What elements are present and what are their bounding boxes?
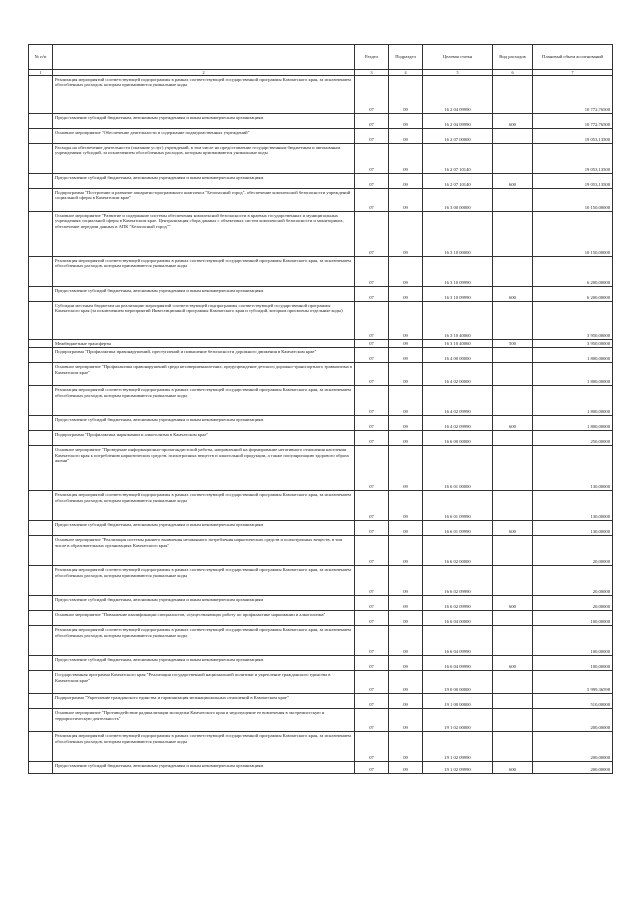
row-section-cell: 07 xyxy=(355,709,389,732)
row-article-cell: 16 2 07 10140 xyxy=(423,174,493,189)
table-row xyxy=(29,709,613,732)
row-expense-type-cell xyxy=(493,76,533,114)
row-section-cell: 07 xyxy=(355,302,389,340)
row-expense-type-cell xyxy=(493,566,533,596)
row-article-cell: 16 6 01 09990 xyxy=(423,521,493,536)
header-article: Целевая статья xyxy=(423,45,493,70)
row-section-cell: 07 xyxy=(355,656,389,671)
row-article-cell: 16 2 04 09990 xyxy=(423,76,493,114)
budget-table-page xyxy=(28,44,612,774)
row-subsection-cell: 09 xyxy=(389,536,423,566)
row-article-cell: 19 1 02 09990 xyxy=(423,732,493,762)
row-expense-type-cell xyxy=(493,144,533,174)
table-row xyxy=(29,596,613,611)
row-subsection-cell: 09 xyxy=(389,174,423,189)
row-name-cell: Реализация мероприятий соответствующей подпрограммы в рамках соответствующей государственной программы Камчатского края, за исключением обособленных расходов, которым присваиваются уникальные коды xyxy=(53,566,355,596)
table-row xyxy=(29,446,613,491)
row-subsection-cell: 09 xyxy=(389,114,423,129)
row-subsection-cell: 09 xyxy=(389,491,423,521)
row-section-cell: 07 xyxy=(355,144,389,174)
row-subsection-cell: 09 xyxy=(389,566,423,596)
col-number: 1 xyxy=(29,70,53,76)
row-subsection-cell: 09 xyxy=(389,363,423,386)
row-expense-type-cell xyxy=(493,611,533,626)
row-subsection-cell: 09 xyxy=(389,129,423,144)
row-amount-cell: 3 950,00000 xyxy=(533,340,613,348)
row-num-cell xyxy=(29,144,53,174)
col-number: 4 xyxy=(389,70,423,76)
row-subsection-cell: 09 xyxy=(389,446,423,491)
row-expense-type-cell xyxy=(493,212,533,257)
row-subsection-cell: 09 xyxy=(389,709,423,732)
row-amount-cell: 510,00000 xyxy=(533,694,613,709)
row-subsection-cell: 09 xyxy=(389,762,423,774)
row-subsection-cell: 09 xyxy=(389,431,423,446)
row-expense-type-cell xyxy=(493,431,533,446)
row-expense-type-cell xyxy=(493,709,533,732)
table-row xyxy=(29,416,613,431)
row-amount-cell: 6 200,00000 xyxy=(533,287,613,302)
table-row xyxy=(29,491,613,521)
row-num-cell xyxy=(29,416,53,431)
row-section-cell: 07 xyxy=(355,363,389,386)
row-subsection-cell: 09 xyxy=(389,521,423,536)
row-name-cell: Предоставление субсидий бюджетным, автономным учреждениям и иным некоммерческим организациям xyxy=(53,114,355,129)
row-amount-cell: 19 053,13500 xyxy=(533,129,613,144)
row-expense-type-cell: 600 xyxy=(493,174,533,189)
row-name-cell: Предоставление субсидий бюджетным, автономным учреждениям и иным некоммерческим организациям xyxy=(53,762,355,774)
row-subsection-cell: 09 xyxy=(389,287,423,302)
row-num-cell xyxy=(29,189,53,212)
row-section-cell: 07 xyxy=(355,212,389,257)
header-section: Раздел xyxy=(355,45,389,70)
row-expense-type-cell xyxy=(493,536,533,566)
row-num-cell xyxy=(29,287,53,302)
row-name-cell: Субсидии местным бюджетам на реализацию мероприятий соответствующей подпрограммы соответствующей государственной программы Камчатского края (за исключением мероприятий Инвестиционной программы Камчатского края и субсидий, которым присвоены отдельные коды) xyxy=(53,302,355,340)
row-num-cell xyxy=(29,363,53,386)
row-article-cell: 19 0 00 00000 xyxy=(423,671,493,694)
row-amount-cell: 1 800,00000 xyxy=(533,416,613,431)
row-amount-cell: 20,00000 xyxy=(533,566,613,596)
row-article-cell: 16 6 04 09990 xyxy=(423,626,493,656)
row-num-cell xyxy=(29,521,53,536)
row-article-cell: 16 2 07 00000 xyxy=(423,129,493,144)
row-amount-cell: 6 200,00000 xyxy=(533,257,613,287)
row-num-cell xyxy=(29,709,53,732)
row-expense-type-cell: 600 xyxy=(493,762,533,774)
row-article-cell: 16 6 02 00000 xyxy=(423,536,493,566)
row-name-cell: Подпрограмма "Построение и развитие аппаратно-программного комплекса "Безопасный город", обеспечение комплексной безопасности учреждений социальной сферы в Камчатском крае" xyxy=(53,189,355,212)
row-amount-cell: 19 053,13500 xyxy=(533,144,613,174)
row-amount-cell: 10 772,76500 xyxy=(533,76,613,114)
row-name-cell: Реализация мероприятий соответствующей подпрограммы в рамках соответствующей государственной программы Камчатского края, за исключением обособленных расходов, которым присваиваются уникальные коды xyxy=(53,386,355,416)
row-expense-type-cell: 600 xyxy=(493,287,533,302)
row-section-cell: 07 xyxy=(355,114,389,129)
row-section-cell: 07 xyxy=(355,431,389,446)
col-number: 7 xyxy=(533,70,613,76)
row-section-cell: 07 xyxy=(355,536,389,566)
row-num-cell xyxy=(29,257,53,287)
row-subsection-cell: 09 xyxy=(389,348,423,363)
row-subsection-cell: 09 xyxy=(389,302,423,340)
row-article-cell: 16 3 10 09990 xyxy=(423,287,493,302)
row-expense-type-cell xyxy=(493,694,533,709)
row-num-cell xyxy=(29,129,53,144)
header-amount: Плановый объем ассигнований xyxy=(533,45,613,70)
table-row xyxy=(29,287,613,302)
row-subsection-cell: 09 xyxy=(389,626,423,656)
row-amount-cell: 1 800,00000 xyxy=(533,386,613,416)
row-section-cell: 07 xyxy=(355,446,389,491)
row-section-cell: 07 xyxy=(355,287,389,302)
row-num-cell xyxy=(29,762,53,774)
row-name-cell: Государственная программа Камчатского края "Реализация государственной национальной политики и укрепление гражданского единства в Камчатском крае" xyxy=(53,671,355,694)
row-num-cell xyxy=(29,491,53,521)
table-row xyxy=(29,762,613,774)
row-expense-type-cell xyxy=(493,189,533,212)
row-amount-cell: 10 150,00000 xyxy=(533,212,613,257)
row-amount-cell: 20,00000 xyxy=(533,596,613,611)
row-num-cell xyxy=(29,732,53,762)
row-section-cell: 07 xyxy=(355,566,389,596)
row-amount-cell: 100,00000 xyxy=(533,611,613,626)
row-subsection-cell: 09 xyxy=(389,732,423,762)
row-article-cell: 16 3 10 00000 xyxy=(423,212,493,257)
row-num-cell xyxy=(29,340,53,348)
row-expense-type-cell: 600 xyxy=(493,416,533,431)
row-section-cell: 07 xyxy=(355,257,389,287)
row-amount-cell: 130,00000 xyxy=(533,491,613,521)
table-row xyxy=(29,694,613,709)
row-expense-type-cell xyxy=(493,491,533,521)
header-subsection: Подраздел xyxy=(389,45,423,70)
row-expense-type-cell xyxy=(493,671,533,694)
table-row xyxy=(29,129,613,144)
row-name-cell: Предоставление субсидий бюджетным, автономным учреждениям и иным некоммерческим организациям xyxy=(53,596,355,611)
row-num-cell xyxy=(29,656,53,671)
table-row xyxy=(29,386,613,416)
row-num-cell xyxy=(29,596,53,611)
table-row xyxy=(29,257,613,287)
row-section-cell: 07 xyxy=(355,521,389,536)
row-subsection-cell: 09 xyxy=(389,611,423,626)
row-article-cell: 16 2 04 09990 xyxy=(423,114,493,129)
row-subsection-cell: 09 xyxy=(389,76,423,114)
table-header-row xyxy=(29,45,613,70)
table-row xyxy=(29,144,613,174)
row-name-cell: Предоставление субсидий бюджетным, автономным учреждениям и иным некоммерческим организациям xyxy=(53,416,355,431)
row-section-cell: 07 xyxy=(355,694,389,709)
row-num-cell xyxy=(29,431,53,446)
row-section-cell: 07 xyxy=(355,491,389,521)
row-section-cell: 07 xyxy=(355,671,389,694)
row-section-cell: 07 xyxy=(355,129,389,144)
table-row xyxy=(29,189,613,212)
row-amount-cell: 1 800,00000 xyxy=(533,348,613,363)
table-row xyxy=(29,671,613,694)
table-row xyxy=(29,302,613,340)
row-num-cell xyxy=(29,76,53,114)
row-amount-cell: 1 800,00000 xyxy=(533,363,613,386)
table-row xyxy=(29,566,613,596)
row-name-cell: Основное мероприятие "Проведение информационно-пропагандистской работы, направленной на формирование негативного отношения населения Камчатского края к потреблению наркотических средств, психотропных веществ и алкогольной продукции, а также популяризацию здорового образа жизни" xyxy=(53,446,355,491)
row-amount-cell: 250,00000 xyxy=(533,431,613,446)
table-row xyxy=(29,611,613,626)
row-num-cell xyxy=(29,114,53,129)
header-expense-type: Вид расходов xyxy=(493,45,533,70)
row-name-cell: Подпрограмма "Укрепление гражданского единства и гармонизация межнациональных отношений в Камчатском крае" xyxy=(53,694,355,709)
row-amount-cell: 130,00000 xyxy=(533,446,613,491)
row-article-cell: 16 6 04 09990 xyxy=(423,656,493,671)
row-name-cell: Расходы на обеспечение деятельности (оказание услуг) учреждений, в том числе на предоставление государственным бюджетным и автономным учреждениям субсидий, за исключением обособленных расходов, которым присваиваются уникальные коды xyxy=(53,144,355,174)
table-row xyxy=(29,348,613,363)
table-row xyxy=(29,656,613,671)
row-expense-type-cell xyxy=(493,363,533,386)
row-subsection-cell: 09 xyxy=(389,340,423,348)
row-num-cell xyxy=(29,174,53,189)
row-article-cell: 16 6 00 00000 xyxy=(423,431,493,446)
row-article-cell: 16 6 02 09990 xyxy=(423,566,493,596)
row-section-cell: 07 xyxy=(355,76,389,114)
row-section-cell: 07 xyxy=(355,626,389,656)
row-name-cell: Реализация мероприятий соответствующей подпрограммы в рамках соответствующей государственной программы Камчатского края, за исключением обособленных расходов, которым присваиваются уникальные коды xyxy=(53,732,355,762)
table-row xyxy=(29,340,613,348)
table-row xyxy=(29,521,613,536)
row-expense-type-cell: 600 xyxy=(493,656,533,671)
table-row xyxy=(29,536,613,566)
row-amount-cell: 130,00000 xyxy=(533,521,613,536)
row-expense-type-cell xyxy=(493,348,533,363)
row-name-cell: Межбюджетные трансферты xyxy=(53,340,355,348)
row-article-cell: 16 3 10 09990 xyxy=(423,257,493,287)
row-amount-cell: 10 150,00000 xyxy=(533,189,613,212)
row-subsection-cell: 09 xyxy=(389,386,423,416)
table-row xyxy=(29,626,613,656)
row-name-cell: Основное мероприятие "Повышение квалификации специалистов, осуществляющих работу по профилактике наркомании и алкоголизма" xyxy=(53,611,355,626)
row-article-cell: 16 4 00 00000 xyxy=(423,348,493,363)
row-section-cell: 07 xyxy=(355,611,389,626)
row-name-cell: Основное мероприятие "Реализация системы раннего выявления незаконного потребления наркотических средств и психотропных веществ, в том числе в образовательных организациях Камчатского края" xyxy=(53,536,355,566)
row-expense-type-cell xyxy=(493,386,533,416)
row-amount-cell: 19 053,13500 xyxy=(533,174,613,189)
row-expense-type-cell xyxy=(493,302,533,340)
row-num-cell xyxy=(29,212,53,257)
row-expense-type-cell: 600 xyxy=(493,596,533,611)
row-name-cell: Предоставление субсидий бюджетным, автономным учреждениям и иным некоммерческим организациям xyxy=(53,287,355,302)
row-num-cell xyxy=(29,671,53,694)
row-article-cell: 16 3 10 40060 xyxy=(423,302,493,340)
row-amount-cell: 200,00000 xyxy=(533,709,613,732)
row-name-cell: Подпрограмма "Профилактика правонарушений, преступлений и повышение безопасности дорожного движения в Камчатском крае" xyxy=(53,348,355,363)
row-expense-type-cell xyxy=(493,732,533,762)
row-amount-cell: 200,00000 xyxy=(533,762,613,774)
row-section-cell: 07 xyxy=(355,762,389,774)
row-expense-type-cell: 600 xyxy=(493,114,533,129)
table-row xyxy=(29,431,613,446)
table-row xyxy=(29,174,613,189)
row-subsection-cell: 09 xyxy=(389,596,423,611)
header-name xyxy=(53,45,355,70)
row-name-cell: Предоставление субсидий бюджетным, автономным учреждениям и иным некоммерческим организациям xyxy=(53,174,355,189)
row-section-cell: 07 xyxy=(355,732,389,762)
row-num-cell xyxy=(29,626,53,656)
row-amount-cell: 5 999,36598 xyxy=(533,671,613,694)
row-name-cell: Реализация мероприятий соответствующей подпрограммы в рамках соответствующей государственной программы Камчатского края, за исключением обособленных расходов, которым присваиваются уникальные коды xyxy=(53,76,355,114)
row-amount-cell: 20,00000 xyxy=(533,536,613,566)
row-section-cell: 07 xyxy=(355,596,389,611)
row-section-cell: 07 xyxy=(355,416,389,431)
row-article-cell: 16 2 07 10140 xyxy=(423,144,493,174)
budget-table xyxy=(28,44,613,774)
row-article-cell: 19 1 02 00000 xyxy=(423,709,493,732)
row-amount-cell: 10 772,76500 xyxy=(533,114,613,129)
table-body xyxy=(29,76,613,774)
row-name-cell: Основное мероприятие "Обеспечение деятельности и содержание подведомственных учреждений" xyxy=(53,129,355,144)
row-expense-type-cell xyxy=(493,626,533,656)
row-num-cell xyxy=(29,611,53,626)
row-name-cell: Предоставление субсидий бюджетным, автономным учреждениям и иным некоммерческим организациям xyxy=(53,521,355,536)
col-number: 2 xyxy=(53,70,355,76)
table-row xyxy=(29,114,613,129)
row-article-cell: 16 6 01 00000 xyxy=(423,446,493,491)
row-section-cell: 07 xyxy=(355,174,389,189)
col-number: 5 xyxy=(423,70,493,76)
row-section-cell: 07 xyxy=(355,189,389,212)
row-article-cell: 19 1 00 00000 xyxy=(423,694,493,709)
row-expense-type-cell xyxy=(493,446,533,491)
table-row xyxy=(29,212,613,257)
row-subsection-cell: 09 xyxy=(389,671,423,694)
row-section-cell: 07 xyxy=(355,348,389,363)
table-row xyxy=(29,76,613,114)
row-amount-cell: 3 950,00000 xyxy=(533,302,613,340)
row-name-cell: Реализация мероприятий соответствующей подпрограммы в рамках соответствующей государственной программы Камчатского края, за исключением обособленных расходов, которым присваиваются уникальные коды xyxy=(53,491,355,521)
row-subsection-cell: 09 xyxy=(389,656,423,671)
row-num-cell xyxy=(29,566,53,596)
row-subsection-cell: 09 xyxy=(389,189,423,212)
row-subsection-cell: 09 xyxy=(389,694,423,709)
row-name-cell: Реализация мероприятий соответствующей подпрограммы в рамках соответствующей государственной программы Камчатского края, за исключением обособленных расходов, которым присваиваются уникальные коды xyxy=(53,626,355,656)
row-subsection-cell: 09 xyxy=(389,416,423,431)
row-num-cell xyxy=(29,386,53,416)
row-subsection-cell: 09 xyxy=(389,144,423,174)
row-article-cell: 16 4 02 09990 xyxy=(423,416,493,431)
table-row xyxy=(29,363,613,386)
row-amount-cell: 100,00000 xyxy=(533,626,613,656)
row-subsection-cell: 09 xyxy=(389,212,423,257)
col-number: 3 xyxy=(355,70,389,76)
row-article-cell: 16 6 02 09990 xyxy=(423,596,493,611)
row-expense-type-cell xyxy=(493,257,533,287)
row-amount-cell: 200,00000 xyxy=(533,732,613,762)
row-article-cell: 16 3 10 40060 xyxy=(423,340,493,348)
row-article-cell: 16 4 02 09990 xyxy=(423,386,493,416)
row-article-cell: 16 6 01 09990 xyxy=(423,491,493,521)
row-expense-type-cell: 600 xyxy=(493,521,533,536)
row-article-cell: 16 3 00 00000 xyxy=(423,189,493,212)
table-row xyxy=(29,732,613,762)
row-article-cell: 16 4 02 00000 xyxy=(423,363,493,386)
row-article-cell: 16 6 04 00000 xyxy=(423,611,493,626)
row-expense-type-cell: 500 xyxy=(493,340,533,348)
row-article-cell: 19 1 02 09990 xyxy=(423,762,493,774)
row-amount-cell: 100,00000 xyxy=(533,656,613,671)
row-name-cell: Основное мероприятие "Развитие и содержание системы обеспечения комплексной безопасности в краевых государственных и муниципальных учреждениях социальной сферы в Камчатском крае. Централизация сбора данных с объектовых систем комплексной безопасности и мониторинга, обеспечение передачи данных в АПК "Безопасный город"" xyxy=(53,212,355,257)
row-name-cell: Реализация мероприятий соответствующей подпрограммы в рамках соответствующей государственной программы Камчатского края, за исключением обособленных расходов, которым присваиваются уникальные коды xyxy=(53,257,355,287)
row-num-cell xyxy=(29,348,53,363)
row-section-cell: 07 xyxy=(355,340,389,348)
row-name-cell: Предоставление субсидий бюджетным, автономным учреждениям и иным некоммерческим организациям xyxy=(53,656,355,671)
row-subsection-cell: 09 xyxy=(389,257,423,287)
row-num-cell xyxy=(29,302,53,340)
row-section-cell: 07 xyxy=(355,386,389,416)
row-num-cell xyxy=(29,446,53,491)
col-number: 6 xyxy=(493,70,533,76)
row-name-cell: Основное мероприятие "Противодействие радикализации молодежи Камчатского края и недопущение ее вовлечения в экстремистскую и террористическую деятельность" xyxy=(53,709,355,732)
row-expense-type-cell xyxy=(493,129,533,144)
row-num-cell xyxy=(29,536,53,566)
header-num: № п/п xyxy=(29,45,53,70)
row-num-cell xyxy=(29,694,53,709)
row-name-cell: Подпрограмма "Профилактика наркомании и алкоголизма в Камчатском крае" xyxy=(53,431,355,446)
row-name-cell: Основное мероприятие "Профилактика правонарушений среди несовершеннолетних, предупреждение детского дорожно-транспортного травматизма в Камчатском крае" xyxy=(53,363,355,386)
